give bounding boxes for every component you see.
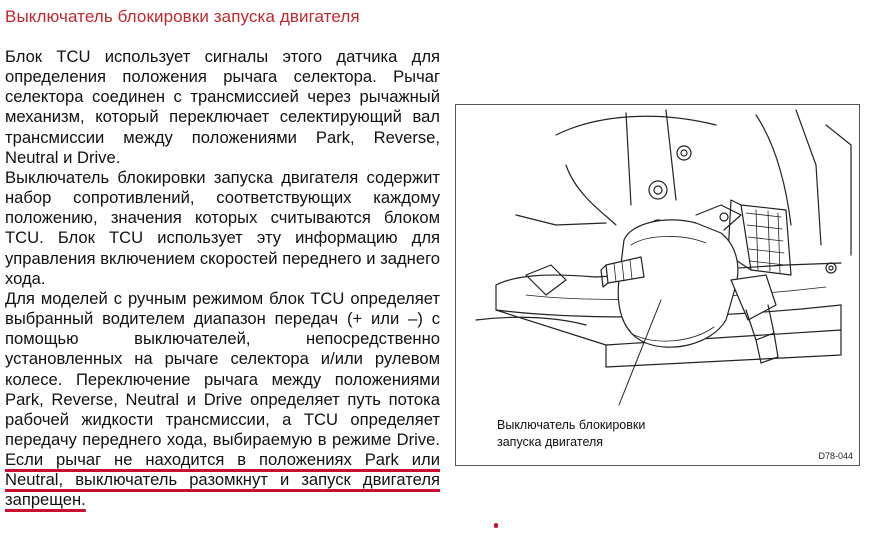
body-text bbox=[5, 47, 440, 511]
document-title: Выключатель блокировки запуска двигателя bbox=[5, 7, 360, 26]
paragraph-1: Блок TCU использует сигналы этого датчика для определения положения рычага селектора. Рычаг селектора соединен с трансмиссией через рычажный механизм, который переключает селектирующий вал трансмиссии между положениями Park, Reverse, Neutral и Drive. bbox=[5, 47, 440, 167]
figure-drawing bbox=[456, 105, 859, 465]
figure-code: D78-044 bbox=[818, 451, 853, 461]
paragraph-3 bbox=[5, 289, 440, 511]
underlined-warning: Если рычаг не находится в положениях Park или Neutral, выключатель разомкнут и запуск двигателя запрещен. bbox=[5, 450, 440, 510]
red-mark bbox=[494, 523, 498, 528]
paragraph-3-text: Для моделей с ручным режимом блок TCU определяет выбранный водителем диапазон передач (+ или –) с помощью выключателей, непосредственно установленных на рычаге селектора и/или рулевом колесе. Переключение рычага между положениями Park, Reverse, Neutral и Drive определяет путь потока рабочей жидкости трансмиссии, а TCU определяет передачу переднего хода, выбираемую в режиме Drive. bbox=[5, 288, 440, 449]
figure-inhibitor-switch bbox=[455, 104, 860, 466]
paragraph-2: Выключатель блокировки запуска двигателя содержит набор сопротивлений, соответствующих каждому положению, значения которых считываются блоком TCU. Блок TCU использует эту информацию для управления включением скоростей переднего и заднего хода. bbox=[5, 167, 440, 288]
callout-line-2: запуска двигателя bbox=[497, 435, 604, 449]
figure-callout bbox=[497, 417, 645, 451]
callout-line-1: Выключатель блокировки bbox=[497, 418, 646, 432]
